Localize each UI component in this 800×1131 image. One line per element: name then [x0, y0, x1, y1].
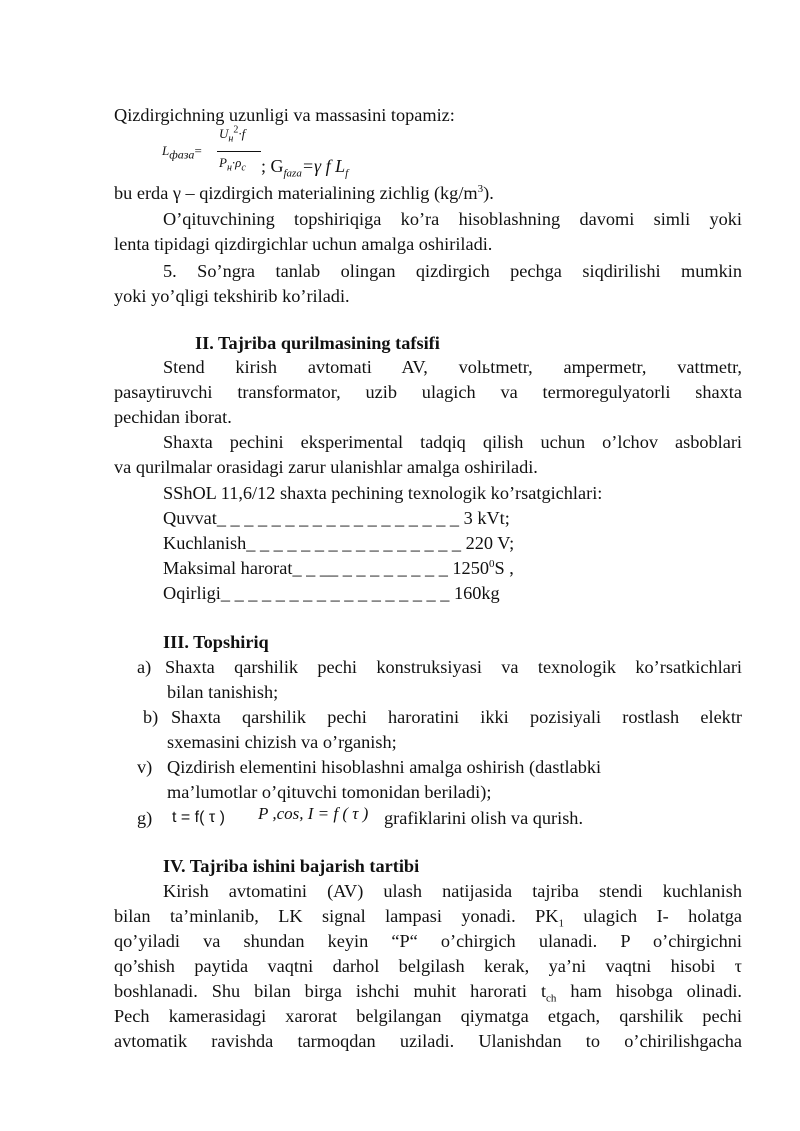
spec-max-temp: Maksimal harorat_ _ __ _ _ _ _ _ _ _ _ 1250$^0$S , [163, 557, 514, 578]
paragraph-line: qo’shish paytida vaqtni darhol belgilash kerak, ya’ni vaqtni hisobi τ [114, 956, 742, 976]
list-item: t = f( τ ) [172, 809, 225, 826]
paragraph-line: pasaytiruvchi transformator, uzib ulagich va termoregulyatorli shaxta [114, 382, 742, 402]
paragraph-line: Shaxta pechini eksperimental tadqiq qilish uchun o’lchov asboblari [163, 432, 742, 452]
list-item: Shaxta qarshilik pechi haroratini ikki pozisiyali rostlash elektr [171, 707, 742, 727]
power-formula: P ,cos, I = f ( τ ) [258, 804, 369, 823]
paragraph-line: qo’yiladi va shundan keyin “P“ o’chirgich ulanadi. P o’chirgichni [114, 931, 742, 951]
formula-denominator: $P_н\cdot\rho_c$ [219, 155, 246, 174]
paragraph-line: Kirish avtomatini (AV) ulash natijasida tajriba stendi kuchlanish [163, 881, 742, 901]
paragraph-line: pechidan iborat. [114, 407, 232, 427]
spec-power: Quvvat_ _ _ _ _ _ _ _ _ _ _ _ _ _ _ _ _ _ 3 kVt; [163, 508, 510, 528]
paragraph-line: Stend kirish avtomati AV, volьtmetr, ampermetr, vattmetr, [163, 357, 742, 377]
formula-lhs: $L_{фаза}=$ [162, 143, 202, 162]
list-item: Qizdirish elementini hisoblashni amalga oshirish (dastlabki [167, 757, 602, 777]
spec-voltage: Kuchlanish_ _ _ _ _ _ _ _ _ _ _ _ _ _ _ _ 220 V; [163, 533, 515, 553]
list-item-letter: b) [143, 707, 159, 727]
paragraph-line: boshlanadi. Shu bilan birga ishchi muhit harorati $t_{ch}$ ham hisobga olinadi. [114, 981, 743, 1005]
list-item: Shaxta qarshilik pechi konstruksiyasi va texnologik ko’rsatkichlari [165, 657, 742, 677]
paragraph-line: 5. So’ngra tanlab olingan qizdirgich pechga siqdirilishi mumkin [163, 261, 742, 281]
spec-weight: Oqirligi_ _ _ _ _ _ _ _ _ _ _ _ _ _ _ _ _ 160kg [163, 583, 500, 603]
paragraph-line: avtomatik ravishda tarmoqdan uziladi. Ulanishdan to o’chirilishgacha [114, 1031, 742, 1051]
paragraph-line: lenta tipidagi qizdirgichlar uchun amalga oshiriladi. [114, 234, 493, 254]
section-3-heading: III. Topshiriq [163, 632, 269, 652]
list-item-letter: a) [137, 657, 152, 677]
spec-title: SShOL 11,6/12 shaxta pechining texnologik ko’rsatgichlari: [163, 483, 603, 503]
paragraph-line: O’qituvchining topshiriqiga ko’ra hisoblashning davomi simli yoki [163, 209, 742, 229]
list-item-continuation: ma’lumotlar o’qituvchi tomonidan beriladi); [167, 782, 492, 802]
paragraph-line: bilan ta’minlanib, LK signal lampasi yonadi. $PK_1$ ulagich I- holatga [114, 906, 742, 930]
list-item-continuation: sxemasini chizish va o’rganish; [167, 732, 397, 752]
intro-line: Qizdirgichning uzunligi va massasini topamiz: [114, 105, 455, 125]
paragraph-line: va qurilmalar orasidagi zarur ulanishlar amalga oshiriladi. [114, 457, 538, 477]
density-line: bu erda γ – qizdirgich materialining zichlig $(kg/m^3)$. [114, 182, 494, 203]
list-item: grafiklarini olish va qurish. [384, 808, 584, 828]
list-item-continuation: bilan tanishish; [167, 682, 279, 702]
list-item-letter: g) [137, 808, 153, 828]
section-4-heading: IV. Tajriba ishini bajarish tartibi [163, 856, 420, 876]
paragraph-line: yoki yo’qligi tekshirib ko’riladi. [114, 286, 350, 306]
formula-numerator: $U_н^2\cdot f$ [219, 124, 246, 145]
list-item-letter: v) [137, 757, 153, 777]
formula-fraction-bar [217, 151, 261, 152]
paragraph-line: Pech kamerasidagi xarorat belgilangan qiymatga etgach, qarshilik pechi [114, 1006, 742, 1026]
formula-mass: ; $G_{faza}=\gamma$ f $L_f$ [261, 156, 349, 180]
section-2-heading: II. Tajriba qurilmasining tafsifi [195, 333, 440, 353]
